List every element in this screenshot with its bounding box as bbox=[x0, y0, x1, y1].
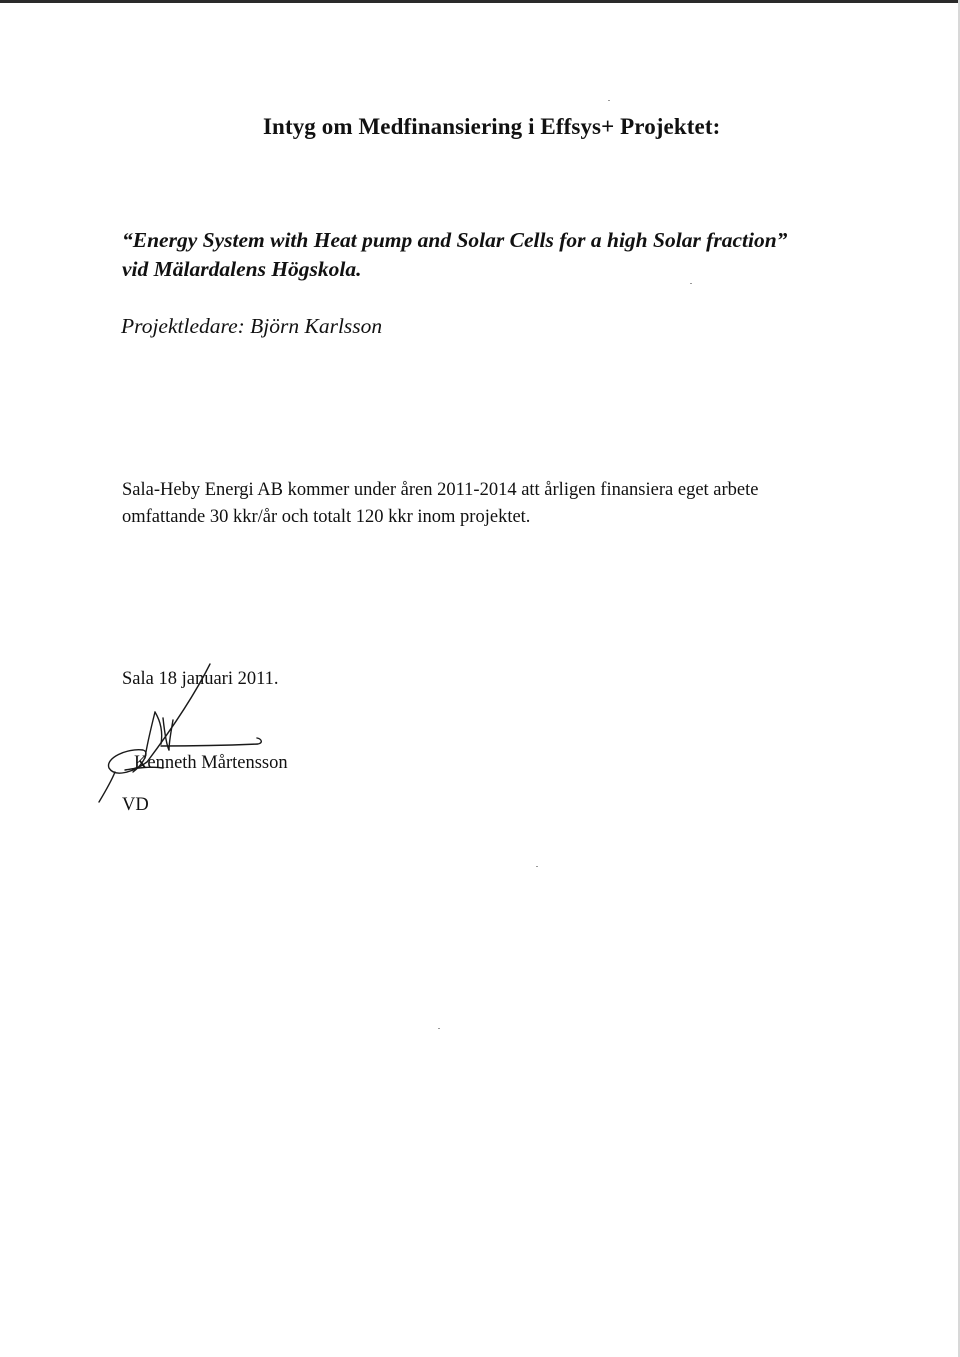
body-line: Sala-Heby Energi AB kommer under åren 2011-2014 att årligen finansiera eget arbete bbox=[122, 480, 759, 500]
date-line: Sala 18 januari 2011. bbox=[122, 669, 279, 689]
body-line: omfattande 30 kkr/år och totalt 120 kkr inom projektet. bbox=[122, 507, 531, 527]
scan-edge-top bbox=[0, 0, 960, 3]
project-leader: Projektledare: Björn Karlsson bbox=[121, 314, 383, 338]
handwritten-signature bbox=[85, 650, 285, 810]
scan-speck bbox=[438, 1028, 440, 1029]
project-name-line: vid Mälardalens Högskola. bbox=[122, 257, 362, 281]
project-name-line: “Energy System with Heat pump and Solar Cells for a high Solar fraction” bbox=[122, 228, 788, 252]
document-title: Intyg om Medfinansiering i Effsys+ Projektet: bbox=[263, 114, 721, 139]
project-name bbox=[122, 226, 882, 284]
scan-speck bbox=[536, 866, 538, 867]
scan-speck bbox=[608, 100, 610, 101]
signer-name: Kenneth Mårtensson bbox=[134, 753, 288, 773]
signer-title: VD bbox=[122, 795, 149, 815]
body-paragraph bbox=[122, 477, 842, 531]
